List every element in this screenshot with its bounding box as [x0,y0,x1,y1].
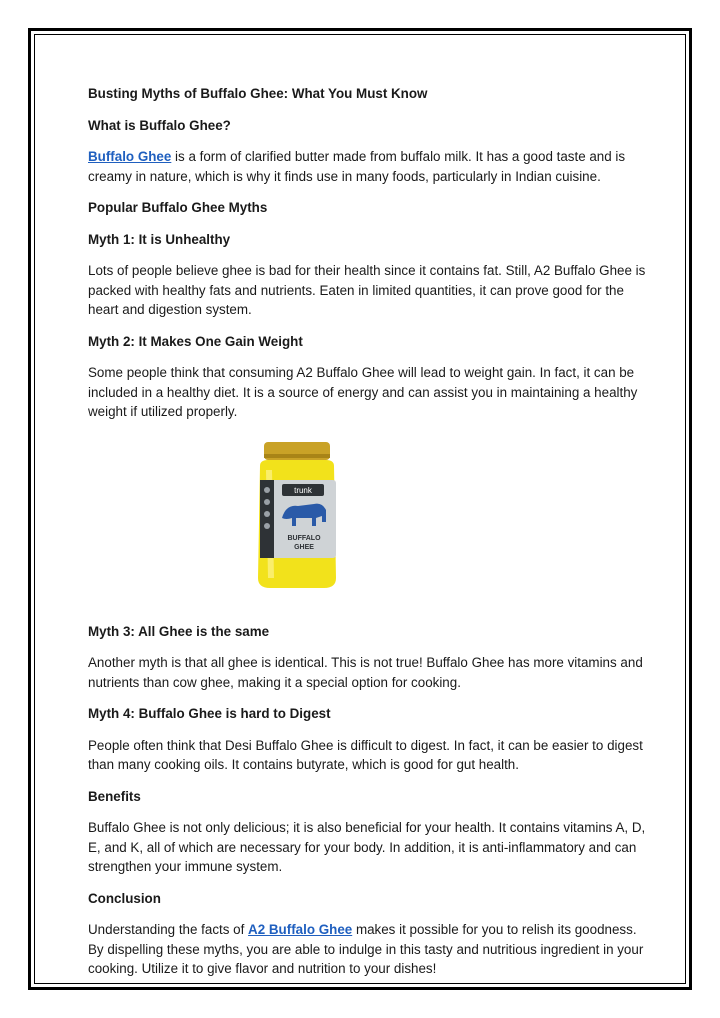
paragraph-what-is: Buffalo Ghee is a form of clarified butter made from buffalo milk. It has a good taste and is creamy in nature, which is why it finds use in many foods, particularly in Indian cuisine. [88,149,626,184]
paragraph-myth-3: Another myth is that all ghee is identical. This is not true! Buffalo Ghee has more vitamins and nutrients than cow ghee, making it a special option for cooking. [88,655,643,690]
paragraph-benefits: Buffalo Ghee is not only delicious; it is also beneficial for your health. It contains vitamins A, D, E, and K, all of which are necessary for your body. In addition, it is anti-inflammatory and can strengthen your immune system. [88,820,646,874]
heading-myth-2: Myth 2: It Makes One Gain Weight [88,333,303,349]
ghee-jar-image [252,440,342,590]
document-title: Busting Myths of Buffalo Ghee: What You Must Know [88,86,428,101]
document-body [88,84,648,991]
heading-myth-4: Myth 4: Buffalo Ghee is hard to Digest [88,706,331,721]
heading-conclusion: Conclusion [88,890,161,906]
product-image [88,434,648,616]
heading-myth-3: Myth 3: All Ghee is the same [88,623,270,639]
paragraph-myth-1: Lots of people believe ghee is bad for their health since it contains fat. Still, A2 Buffalo Ghee is packed with healthy fats and nutrients. Eaten in limited quantities, it can prove good for the heart and digestion system. [88,263,646,317]
heading-popular-myths: Popular Buffalo Ghee Myths [88,200,268,215]
heading-myth-1: Myth 1: It is Unhealthy [88,231,231,247]
a2-buffalo-ghee-link[interactable]: A2 Buffalo Ghee [248,922,353,937]
svg-text:trunk: trunk [294,485,312,495]
svg-text:GHEE: GHEE [294,543,314,551]
heading-benefits: Benefits [88,788,141,804]
buffalo-ghee-link[interactable]: Buffalo Ghee [88,149,172,164]
paragraph-myth-4: People often think that Desi Buffalo Ghee is difficult to digest. In fact, it can be easier to digest than many cooking oils. It contains butyrate, which is good for gut health. [88,737,643,772]
paragraph-conclusion: Understanding the facts of A2 Buffalo Ghee makes it possible for you to relish its goodness. By dispelling these myths, you are able to indulge in this tasty and nutritious ingredient in your cooking. Utilize it to give flavor and nutrition to your dishes! [88,922,644,976]
svg-text:BUFFALO: BUFFALO [287,534,321,542]
paragraph-myth-2: Some people think that consuming A2 Buffalo Ghee will lead to weight gain. In fact, it can be included in a healthy diet. It is a source of energy and can assist you in maintaining a healthy weight if utilized properly. [88,365,638,419]
heading-what-is: What is Buffalo Ghee? [88,117,231,133]
